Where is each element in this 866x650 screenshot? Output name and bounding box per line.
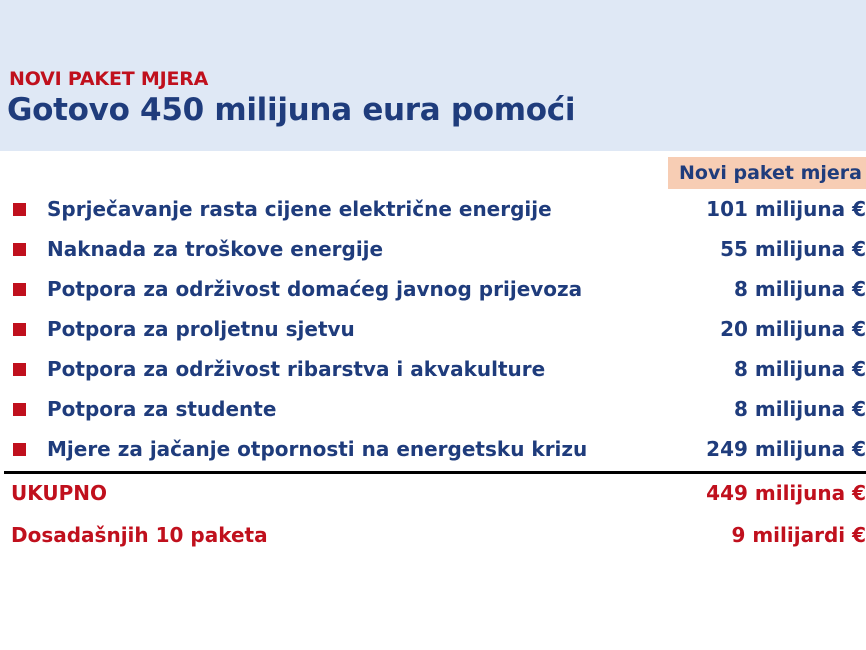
column-header: Novi paket mjera bbox=[668, 157, 866, 189]
header-band bbox=[0, 0, 866, 151]
square-bullet-icon bbox=[13, 243, 26, 256]
measure-label: Potpora za proljetnu sjetvu bbox=[47, 317, 355, 341]
measure-value: 8 milijuna € bbox=[734, 357, 866, 381]
list-item bbox=[0, 351, 866, 391]
measure-value: 8 milijuna € bbox=[734, 277, 866, 301]
square-bullet-icon bbox=[13, 403, 26, 416]
measure-value: 8 milijuna € bbox=[734, 397, 866, 421]
page-title: Gotovo 450 milijuna eura pomoći bbox=[7, 92, 576, 128]
square-bullet-icon bbox=[13, 283, 26, 296]
list-item bbox=[0, 271, 866, 311]
list-item bbox=[0, 191, 866, 231]
total-value: 449 milijuna € bbox=[706, 481, 866, 505]
measure-value: 55 milijuna € bbox=[720, 237, 866, 261]
measure-label: Sprječavanje rasta cijene električne energije bbox=[47, 197, 552, 221]
measure-value: 20 milijuna € bbox=[720, 317, 866, 341]
list-item bbox=[0, 431, 866, 471]
total-divider bbox=[4, 471, 866, 474]
measure-label: Naknada za troškove energije bbox=[47, 237, 384, 261]
measure-label: Potpora za održivost domaćeg javnog prijevoza bbox=[47, 277, 583, 301]
square-bullet-icon bbox=[13, 323, 26, 336]
measure-value: 249 milijuna € bbox=[706, 437, 866, 461]
measures-list bbox=[0, 191, 866, 471]
previous-packages-value: 9 milijardi € bbox=[731, 523, 866, 547]
measure-label: Potpora za održivost ribarstva i akvakulture bbox=[47, 357, 546, 381]
list-item bbox=[0, 231, 866, 271]
previous-packages-label: Dosadašnjih 10 paketa bbox=[11, 523, 268, 547]
measure-value: 101 milijuna € bbox=[706, 197, 866, 221]
square-bullet-icon bbox=[13, 363, 26, 376]
kicker-label: NOVI PAKET MJERA bbox=[9, 68, 209, 90]
square-bullet-icon bbox=[13, 203, 26, 216]
square-bullet-icon bbox=[13, 443, 26, 456]
list-item bbox=[0, 311, 866, 351]
measure-label: Potpora za studente bbox=[47, 397, 277, 421]
measure-label: Mjere za jačanje otpornosti na energetsku krizu bbox=[47, 437, 588, 461]
total-label: UKUPNO bbox=[11, 481, 108, 505]
list-item bbox=[0, 391, 866, 431]
